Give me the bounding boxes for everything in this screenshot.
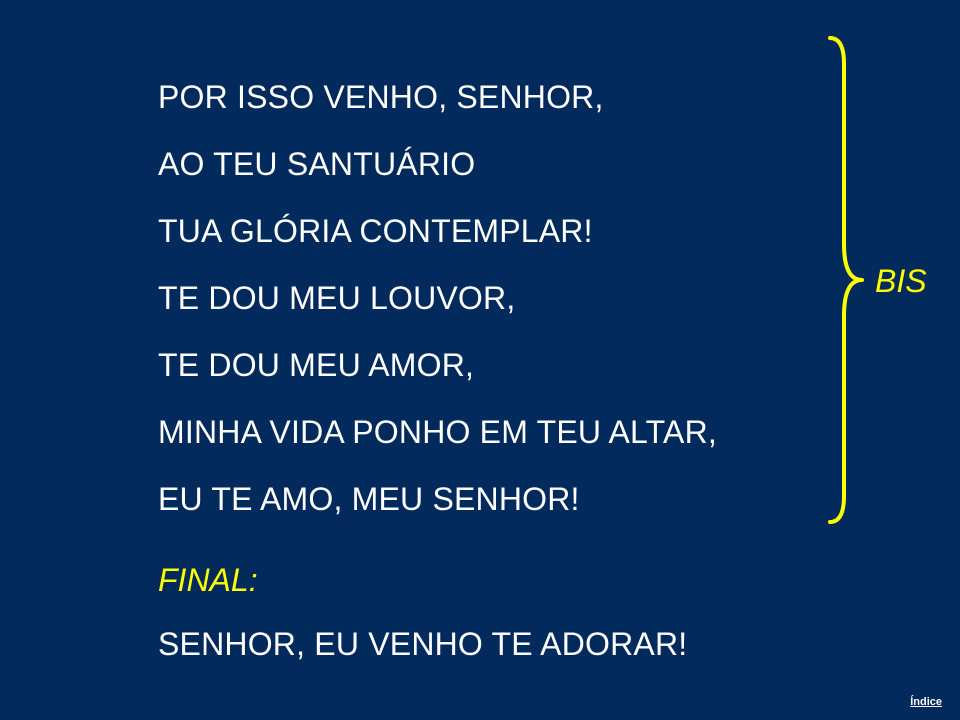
index-link[interactable]: Índice xyxy=(910,696,942,708)
final-label: FINAL: xyxy=(158,562,258,598)
final-lyric-line: SENHOR, EU VENHO TE ADORAR! xyxy=(158,626,688,662)
lyric-line: TE DOU MEU AMOR, xyxy=(158,347,475,383)
lyrics-block xyxy=(158,64,717,533)
brace-path xyxy=(830,38,862,522)
lyric-line: TE DOU MEU LOUVOR, xyxy=(158,280,516,316)
lyric-line: MINHA VIDA PONHO EM TEU ALTAR, xyxy=(158,414,717,450)
lyric-line: AO TEU SANTUÁRIO xyxy=(158,146,476,182)
bis-label: BIS xyxy=(875,263,927,299)
lyric-line: POR ISSO VENHO, SENHOR, xyxy=(158,79,604,115)
curly-brace-icon xyxy=(820,34,870,526)
lyric-line: TUA GLÓRIA CONTEMPLAR! xyxy=(158,213,593,249)
lyric-line: EU TE AMO, MEU SENHOR! xyxy=(158,481,580,517)
